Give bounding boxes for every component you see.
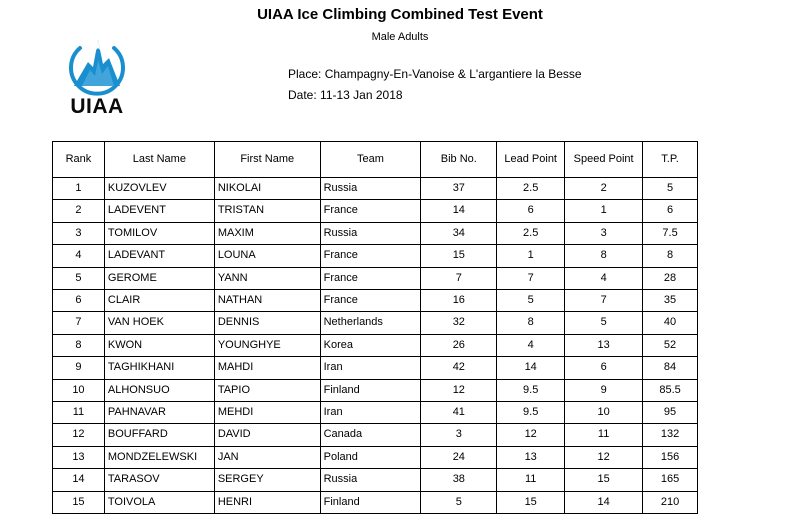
lead-point-cell: 14: [497, 357, 565, 379]
last-name-cell: BOUFFARD: [104, 424, 214, 446]
table-row: [53, 424, 698, 446]
bib-cell: 26: [421, 334, 497, 356]
lead-point-cell: 8: [497, 312, 565, 334]
first-name-cell: HENRI: [214, 491, 320, 513]
date-label: Date:: [288, 88, 317, 102]
place-label: Place:: [288, 67, 322, 81]
lead-point-cell: 13: [497, 446, 565, 468]
total-points-cell: 210: [643, 491, 698, 513]
team-cell: France: [320, 200, 421, 222]
total-points-cell: 165: [643, 469, 698, 491]
results-table-body: [53, 178, 698, 514]
column-header-total-points: T.P.: [643, 142, 698, 178]
speed-point-cell: 13: [565, 334, 643, 356]
date-line: [288, 88, 403, 102]
date-value: 11-13 Jan 2018: [320, 88, 403, 102]
rank-cell: 2: [53, 200, 105, 222]
team-cell: Iran: [320, 357, 421, 379]
place-value: Champagny-En-Vanoise & L'argantiere la Besse: [324, 67, 582, 81]
rank-cell: 5: [53, 267, 105, 289]
first-name-cell: TRISTAN: [214, 200, 320, 222]
speed-point-cell: 7: [565, 290, 643, 312]
rank-cell: 15: [53, 491, 105, 513]
total-points-cell: 5: [643, 178, 698, 200]
bib-cell: 12: [421, 379, 497, 401]
first-name-cell: NATHAN: [214, 290, 320, 312]
last-name-cell: MONDZELEWSKI: [104, 446, 214, 468]
speed-point-cell: 12: [565, 446, 643, 468]
column-header-first-name: First Name: [214, 142, 320, 178]
last-name-cell: TOIVOLA: [104, 491, 214, 513]
team-cell: France: [320, 290, 421, 312]
table-row: [53, 267, 698, 289]
rank-cell: 3: [53, 222, 105, 244]
first-name-cell: DENNIS: [214, 312, 320, 334]
table-row: [53, 446, 698, 468]
column-header-speed-point: Speed Point: [565, 142, 643, 178]
bib-cell: 5: [421, 491, 497, 513]
team-cell: France: [320, 267, 421, 289]
rank-cell: 4: [53, 245, 105, 267]
bib-cell: 24: [421, 446, 497, 468]
first-name-cell: NIKOLAI: [214, 178, 320, 200]
column-header-team: Team: [320, 142, 421, 178]
bib-cell: 15: [421, 245, 497, 267]
bib-cell: 38: [421, 469, 497, 491]
total-points-cell: 7.5: [643, 222, 698, 244]
speed-point-cell: 14: [565, 491, 643, 513]
table-row: [53, 290, 698, 312]
bib-cell: 14: [421, 200, 497, 222]
total-points-cell: 84: [643, 357, 698, 379]
lead-point-cell: 1: [497, 245, 565, 267]
rank-cell: 8: [53, 334, 105, 356]
document-title: UIAA Ice Climbing Combined Test Event: [257, 6, 543, 23]
rank-cell: 11: [53, 402, 105, 424]
table-row: [53, 222, 698, 244]
lead-point-cell: 11: [497, 469, 565, 491]
bib-cell: 42: [421, 357, 497, 379]
last-name-cell: VAN HOEK: [104, 312, 214, 334]
total-points-cell: 95: [643, 402, 698, 424]
table-row: [53, 469, 698, 491]
speed-point-cell: 10: [565, 402, 643, 424]
team-cell: Finland: [320, 491, 421, 513]
column-header-bib-no: Bib No.: [421, 142, 497, 178]
table-row: [53, 379, 698, 401]
speed-point-cell: 6: [565, 357, 643, 379]
first-name-cell: MEHDI: [214, 402, 320, 424]
speed-point-cell: 11: [565, 424, 643, 446]
speed-point-cell: 15: [565, 469, 643, 491]
last-name-cell: TAGHIKHANI: [104, 357, 214, 379]
first-name-cell: MAXIM: [214, 222, 320, 244]
total-points-cell: 132: [643, 424, 698, 446]
table-row: [53, 178, 698, 200]
table-row: [53, 491, 698, 513]
total-points-cell: 28: [643, 267, 698, 289]
speed-point-cell: 5: [565, 312, 643, 334]
rank-cell: 14: [53, 469, 105, 491]
speed-point-cell: 3: [565, 222, 643, 244]
last-name-cell: LADEVANT: [104, 245, 214, 267]
lead-point-cell: 12: [497, 424, 565, 446]
lead-point-cell: 4: [497, 334, 565, 356]
rank-cell: 7: [53, 312, 105, 334]
rank-cell: 9: [53, 357, 105, 379]
team-cell: Russia: [320, 469, 421, 491]
lead-point-cell: 5: [497, 290, 565, 312]
total-points-cell: 35: [643, 290, 698, 312]
first-name-cell: JAN: [214, 446, 320, 468]
lead-point-cell: 9.5: [497, 379, 565, 401]
rank-cell: 12: [53, 424, 105, 446]
rank-cell: 10: [53, 379, 105, 401]
total-points-cell: 156: [643, 446, 698, 468]
lead-point-cell: 2.5: [497, 178, 565, 200]
last-name-cell: CLAIR: [104, 290, 214, 312]
team-cell: Netherlands: [320, 312, 421, 334]
team-cell: Canada: [320, 424, 421, 446]
lead-point-cell: 9.5: [497, 402, 565, 424]
table-row: [53, 334, 698, 356]
table-row: [53, 312, 698, 334]
document-subtitle: Male Adults: [371, 31, 429, 43]
last-name-cell: LADEVENT: [104, 200, 214, 222]
place-line: [288, 67, 582, 81]
table-row: [53, 245, 698, 267]
bib-cell: 3: [421, 424, 497, 446]
column-header-lead-point: Lead Point: [497, 142, 565, 178]
logo-text: UIAA: [70, 95, 124, 118]
column-header-last-name: Last Name: [104, 142, 214, 178]
results-table: [52, 141, 698, 514]
last-name-cell: PAHNAVAR: [104, 402, 214, 424]
results-table-header: [53, 142, 698, 178]
last-name-cell: GEROME: [104, 267, 214, 289]
table-row: [53, 200, 698, 222]
last-name-cell: ALHONSUO: [104, 379, 214, 401]
total-points-cell: 8: [643, 245, 698, 267]
bib-cell: 7: [421, 267, 497, 289]
rank-cell: 1: [53, 178, 105, 200]
team-cell: Poland: [320, 446, 421, 468]
team-cell: Finland: [320, 379, 421, 401]
last-name-cell: TOMILOV: [104, 222, 214, 244]
first-name-cell: TAPIO: [214, 379, 320, 401]
bib-cell: 37: [421, 178, 497, 200]
first-name-cell: YOUNGHYE: [214, 334, 320, 356]
total-points-cell: 52: [643, 334, 698, 356]
team-cell: France: [320, 245, 421, 267]
total-points-cell: 6: [643, 200, 698, 222]
bib-cell: 34: [421, 222, 497, 244]
speed-point-cell: 4: [565, 267, 643, 289]
speed-point-cell: 9: [565, 379, 643, 401]
total-points-cell: 85.5: [643, 379, 698, 401]
team-cell: Iran: [320, 402, 421, 424]
first-name-cell: SERGEY: [214, 469, 320, 491]
rank-cell: 6: [53, 290, 105, 312]
team-cell: Russia: [320, 222, 421, 244]
lead-point-cell: 2.5: [497, 222, 565, 244]
last-name-cell: TARASOV: [104, 469, 214, 491]
last-name-cell: KUZOVLEV: [104, 178, 214, 200]
team-cell: Korea: [320, 334, 421, 356]
table-row: [53, 402, 698, 424]
lead-point-cell: 6: [497, 200, 565, 222]
team-cell: Russia: [320, 178, 421, 200]
lead-point-cell: 15: [497, 491, 565, 513]
column-header-rank: Rank: [53, 142, 105, 178]
first-name-cell: YANN: [214, 267, 320, 289]
first-name-cell: MAHDI: [214, 357, 320, 379]
mountain-icon: [62, 36, 132, 96]
bib-cell: 41: [421, 402, 497, 424]
speed-point-cell: 2: [565, 178, 643, 200]
table-row: [53, 357, 698, 379]
first-name-cell: DAVID: [214, 424, 320, 446]
total-points-cell: 40: [643, 312, 698, 334]
last-name-cell: KWON: [104, 334, 214, 356]
header-row: [53, 142, 698, 178]
lead-point-cell: 7: [497, 267, 565, 289]
bib-cell: 16: [421, 290, 497, 312]
bib-cell: 32: [421, 312, 497, 334]
uiaa-logo: [62, 36, 132, 122]
rank-cell: 13: [53, 446, 105, 468]
speed-point-cell: 8: [565, 245, 643, 267]
first-name-cell: LOUNA: [214, 245, 320, 267]
speed-point-cell: 1: [565, 200, 643, 222]
